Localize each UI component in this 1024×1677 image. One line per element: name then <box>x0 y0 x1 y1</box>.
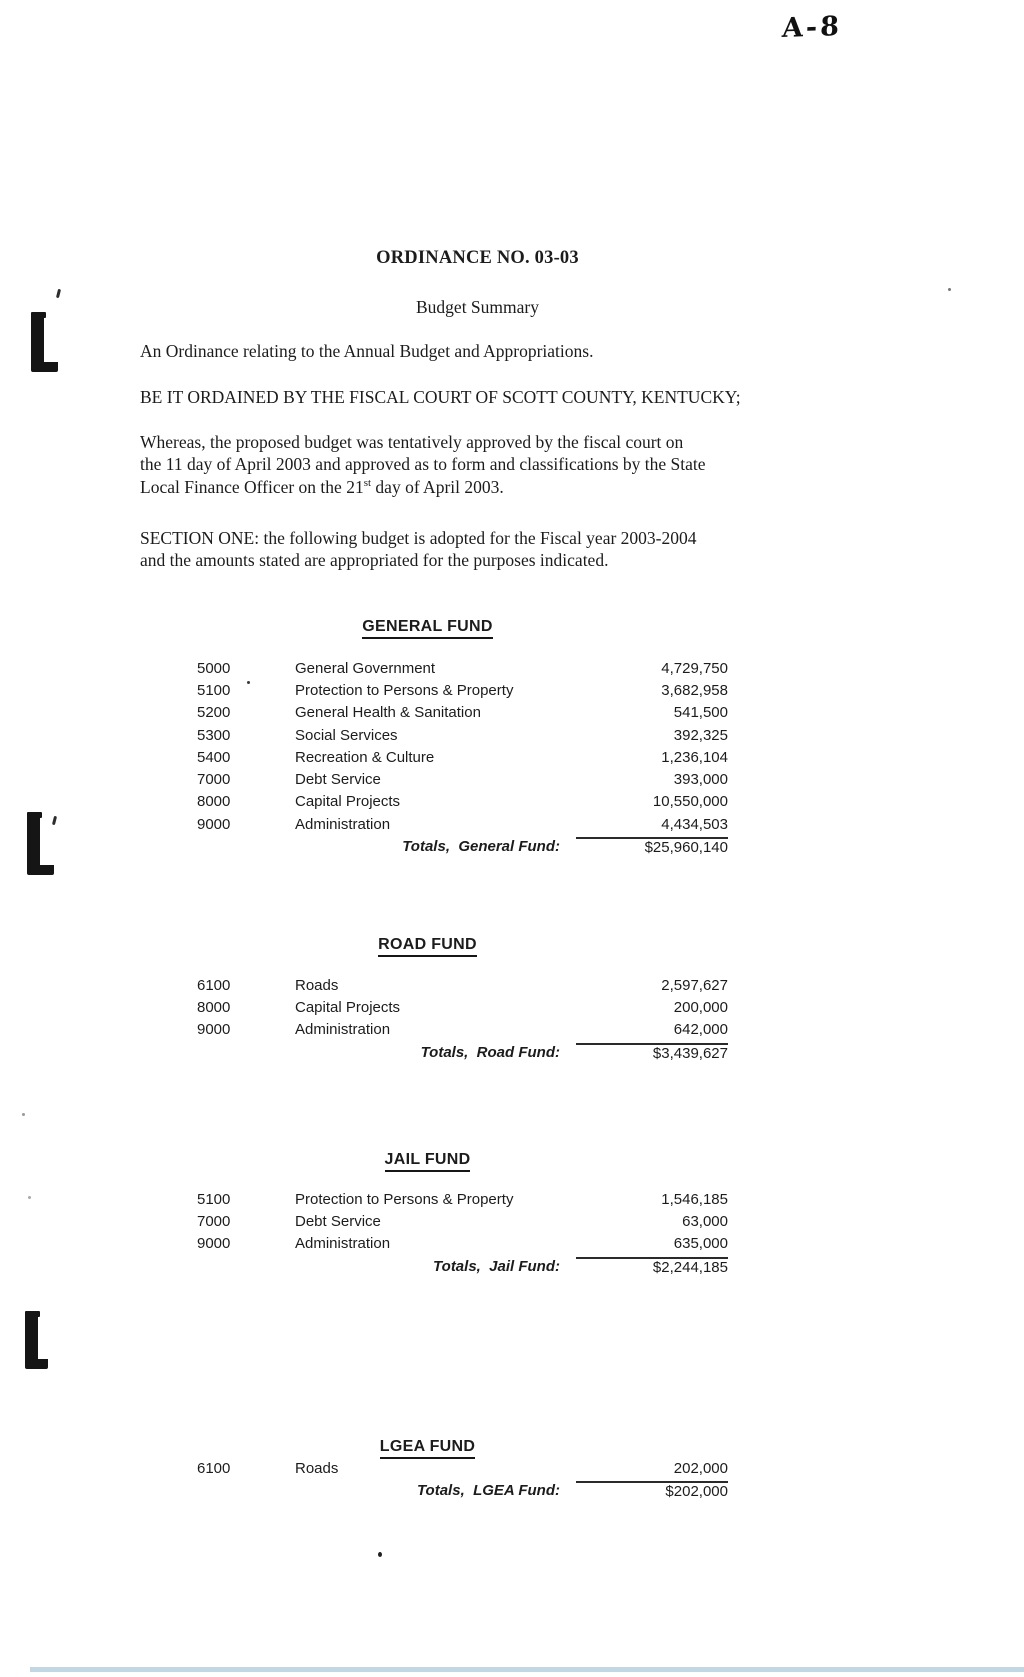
scan-bracket-mark <box>31 313 58 372</box>
totals-label: Totals, Jail Fund: <box>433 1257 560 1275</box>
account-amount: 2,597,627 <box>661 976 728 994</box>
scan-bracket-mark <box>25 1312 48 1369</box>
jail-fund-table <box>197 1188 728 1277</box>
account-amount: 200,000 <box>673 998 728 1016</box>
totals-value: $3,439,627 <box>576 1043 728 1062</box>
ordained-paragraph: BE IT ORDAINED BY THE FISCAL COURT OF SCOTT COUNTY, KENTUCKY; <box>140 387 741 407</box>
totals-value: $202,000 <box>576 1481 728 1500</box>
account-code: 6100 <box>197 976 231 994</box>
account-label: Capital Projects <box>295 793 401 811</box>
scan-tick-mark <box>56 289 61 298</box>
account-amount: 393,000 <box>673 771 728 789</box>
account-label: Administration <box>295 815 391 833</box>
totals-row <box>197 835 728 857</box>
account-amount: 392,325 <box>673 726 728 744</box>
whereas-paragraph <box>140 431 706 498</box>
scan-speck <box>22 1113 25 1116</box>
account-amount: 1,236,104 <box>661 748 728 766</box>
table-row <box>197 974 728 996</box>
account-amount: 642,000 <box>673 1021 728 1039</box>
account-code: 5100 <box>197 1190 231 1208</box>
account-code: 5100 <box>197 681 231 699</box>
scan-speck <box>378 1552 382 1557</box>
account-amount: 635,000 <box>673 1235 728 1253</box>
table-row <box>197 996 728 1018</box>
table-row <box>197 746 728 768</box>
table-row <box>197 702 728 724</box>
account-amount: 4,729,750 <box>661 659 728 677</box>
account-code: 5400 <box>197 748 231 766</box>
account-label: General Government <box>295 659 436 677</box>
lgea-fund-table <box>197 1457 728 1502</box>
scan-speck <box>948 288 951 291</box>
section-one-line-1: SECTION ONE: the following budget is adopted for the Fiscal year 2003-2004 <box>140 528 697 548</box>
scan-edge-line <box>30 1667 1024 1672</box>
handwritten-page-label: A-8 <box>781 10 843 45</box>
account-label: Debt Service <box>295 1212 381 1230</box>
table-row <box>197 679 728 701</box>
road-fund-heading: ROAD FUND <box>378 936 477 957</box>
document-subtitle: Budget Summary <box>416 297 539 317</box>
account-amount: 4,434,503 <box>661 815 728 833</box>
totals-row <box>197 1479 728 1501</box>
totals-value: $25,960,140 <box>576 837 728 856</box>
account-label: Administration <box>295 1021 391 1039</box>
account-label: Protection to Persons & Property <box>295 1190 514 1208</box>
section-one-paragraph <box>140 527 697 572</box>
table-row <box>197 1188 728 1210</box>
totals-label: Totals, LGEA Fund: <box>416 1481 560 1499</box>
account-amount: 541,500 <box>673 704 728 722</box>
jail-fund-heading: JAIL FUND <box>385 1151 471 1172</box>
account-code: 9000 <box>197 1235 231 1253</box>
account-code: 9000 <box>197 815 231 833</box>
account-code: 5000 <box>197 659 231 677</box>
account-label: General Health & Sanitation <box>295 704 481 722</box>
totals-value: $2,244,185 <box>576 1257 728 1276</box>
account-label: Capital Projects <box>295 998 401 1016</box>
table-row <box>197 813 728 835</box>
account-code: 6100 <box>197 1459 231 1477</box>
account-code: 7000 <box>197 1212 231 1230</box>
general-fund-table <box>197 657 728 858</box>
account-label: Roads <box>295 1459 339 1477</box>
table-row <box>197 768 728 790</box>
account-label: Recreation & Culture <box>295 748 435 766</box>
account-amount: 1,546,185 <box>661 1190 728 1208</box>
table-row <box>197 1457 728 1479</box>
document-title: ORDINANCE NO. 03-03 <box>376 248 579 268</box>
table-row <box>197 791 728 813</box>
lgea-fund-section <box>140 1438 715 1459</box>
account-label: Debt Service <box>295 771 381 789</box>
account-label: Roads <box>295 976 339 994</box>
totals-row <box>197 1041 728 1063</box>
table-row <box>197 657 728 679</box>
scan-speck <box>28 1196 31 1199</box>
account-label: Social Services <box>295 726 398 744</box>
general-fund-section <box>140 618 715 639</box>
intro-paragraph: An Ordinance relating to the Annual Budget and Appropriations. <box>140 341 594 361</box>
whereas-line-3: Local Finance Officer on the 21st day of April 2003. <box>140 476 504 497</box>
whereas-line-1: Whereas, the proposed budget was tentatively approved by the fiscal court on <box>140 432 684 452</box>
account-code: 5200 <box>197 704 231 722</box>
section-one-line-2: and the amounts stated are appropriated for the purposes indicated. <box>140 550 609 571</box>
account-label: Administration <box>295 1235 391 1253</box>
lgea-fund-heading: LGEA FUND <box>380 1438 475 1459</box>
account-code: 8000 <box>197 998 231 1016</box>
totals-row <box>197 1255 728 1277</box>
totals-label: Totals, Road Fund: <box>420 1043 560 1061</box>
account-amount: 202,000 <box>673 1459 728 1477</box>
general-fund-heading: GENERAL FUND <box>362 618 492 639</box>
table-row <box>197 724 728 746</box>
account-code: 5300 <box>197 726 231 744</box>
road-fund-section <box>140 936 715 957</box>
whereas-line-2: the 11 day of April 2003 and approved as to form and classifications by the State <box>140 454 706 475</box>
scan-bracket-mark <box>27 813 54 875</box>
road-fund-table <box>197 974 728 1063</box>
jail-fund-section <box>140 1151 715 1172</box>
account-code: 9000 <box>197 1021 231 1039</box>
account-code: 8000 <box>197 793 231 811</box>
table-row <box>197 1210 728 1232</box>
table-row <box>197 1019 728 1041</box>
account-amount: 63,000 <box>682 1212 728 1230</box>
totals-label: Totals, General Fund: <box>402 838 560 856</box>
account-code: 7000 <box>197 771 231 789</box>
account-label: Protection to Persons & Property <box>295 681 514 699</box>
table-row <box>197 1233 728 1255</box>
account-amount: 10,550,000 <box>652 793 728 811</box>
scan-tick-mark <box>52 816 57 825</box>
account-amount: 3,682,958 <box>661 681 728 699</box>
ordinal-superscript: st <box>363 476 372 489</box>
